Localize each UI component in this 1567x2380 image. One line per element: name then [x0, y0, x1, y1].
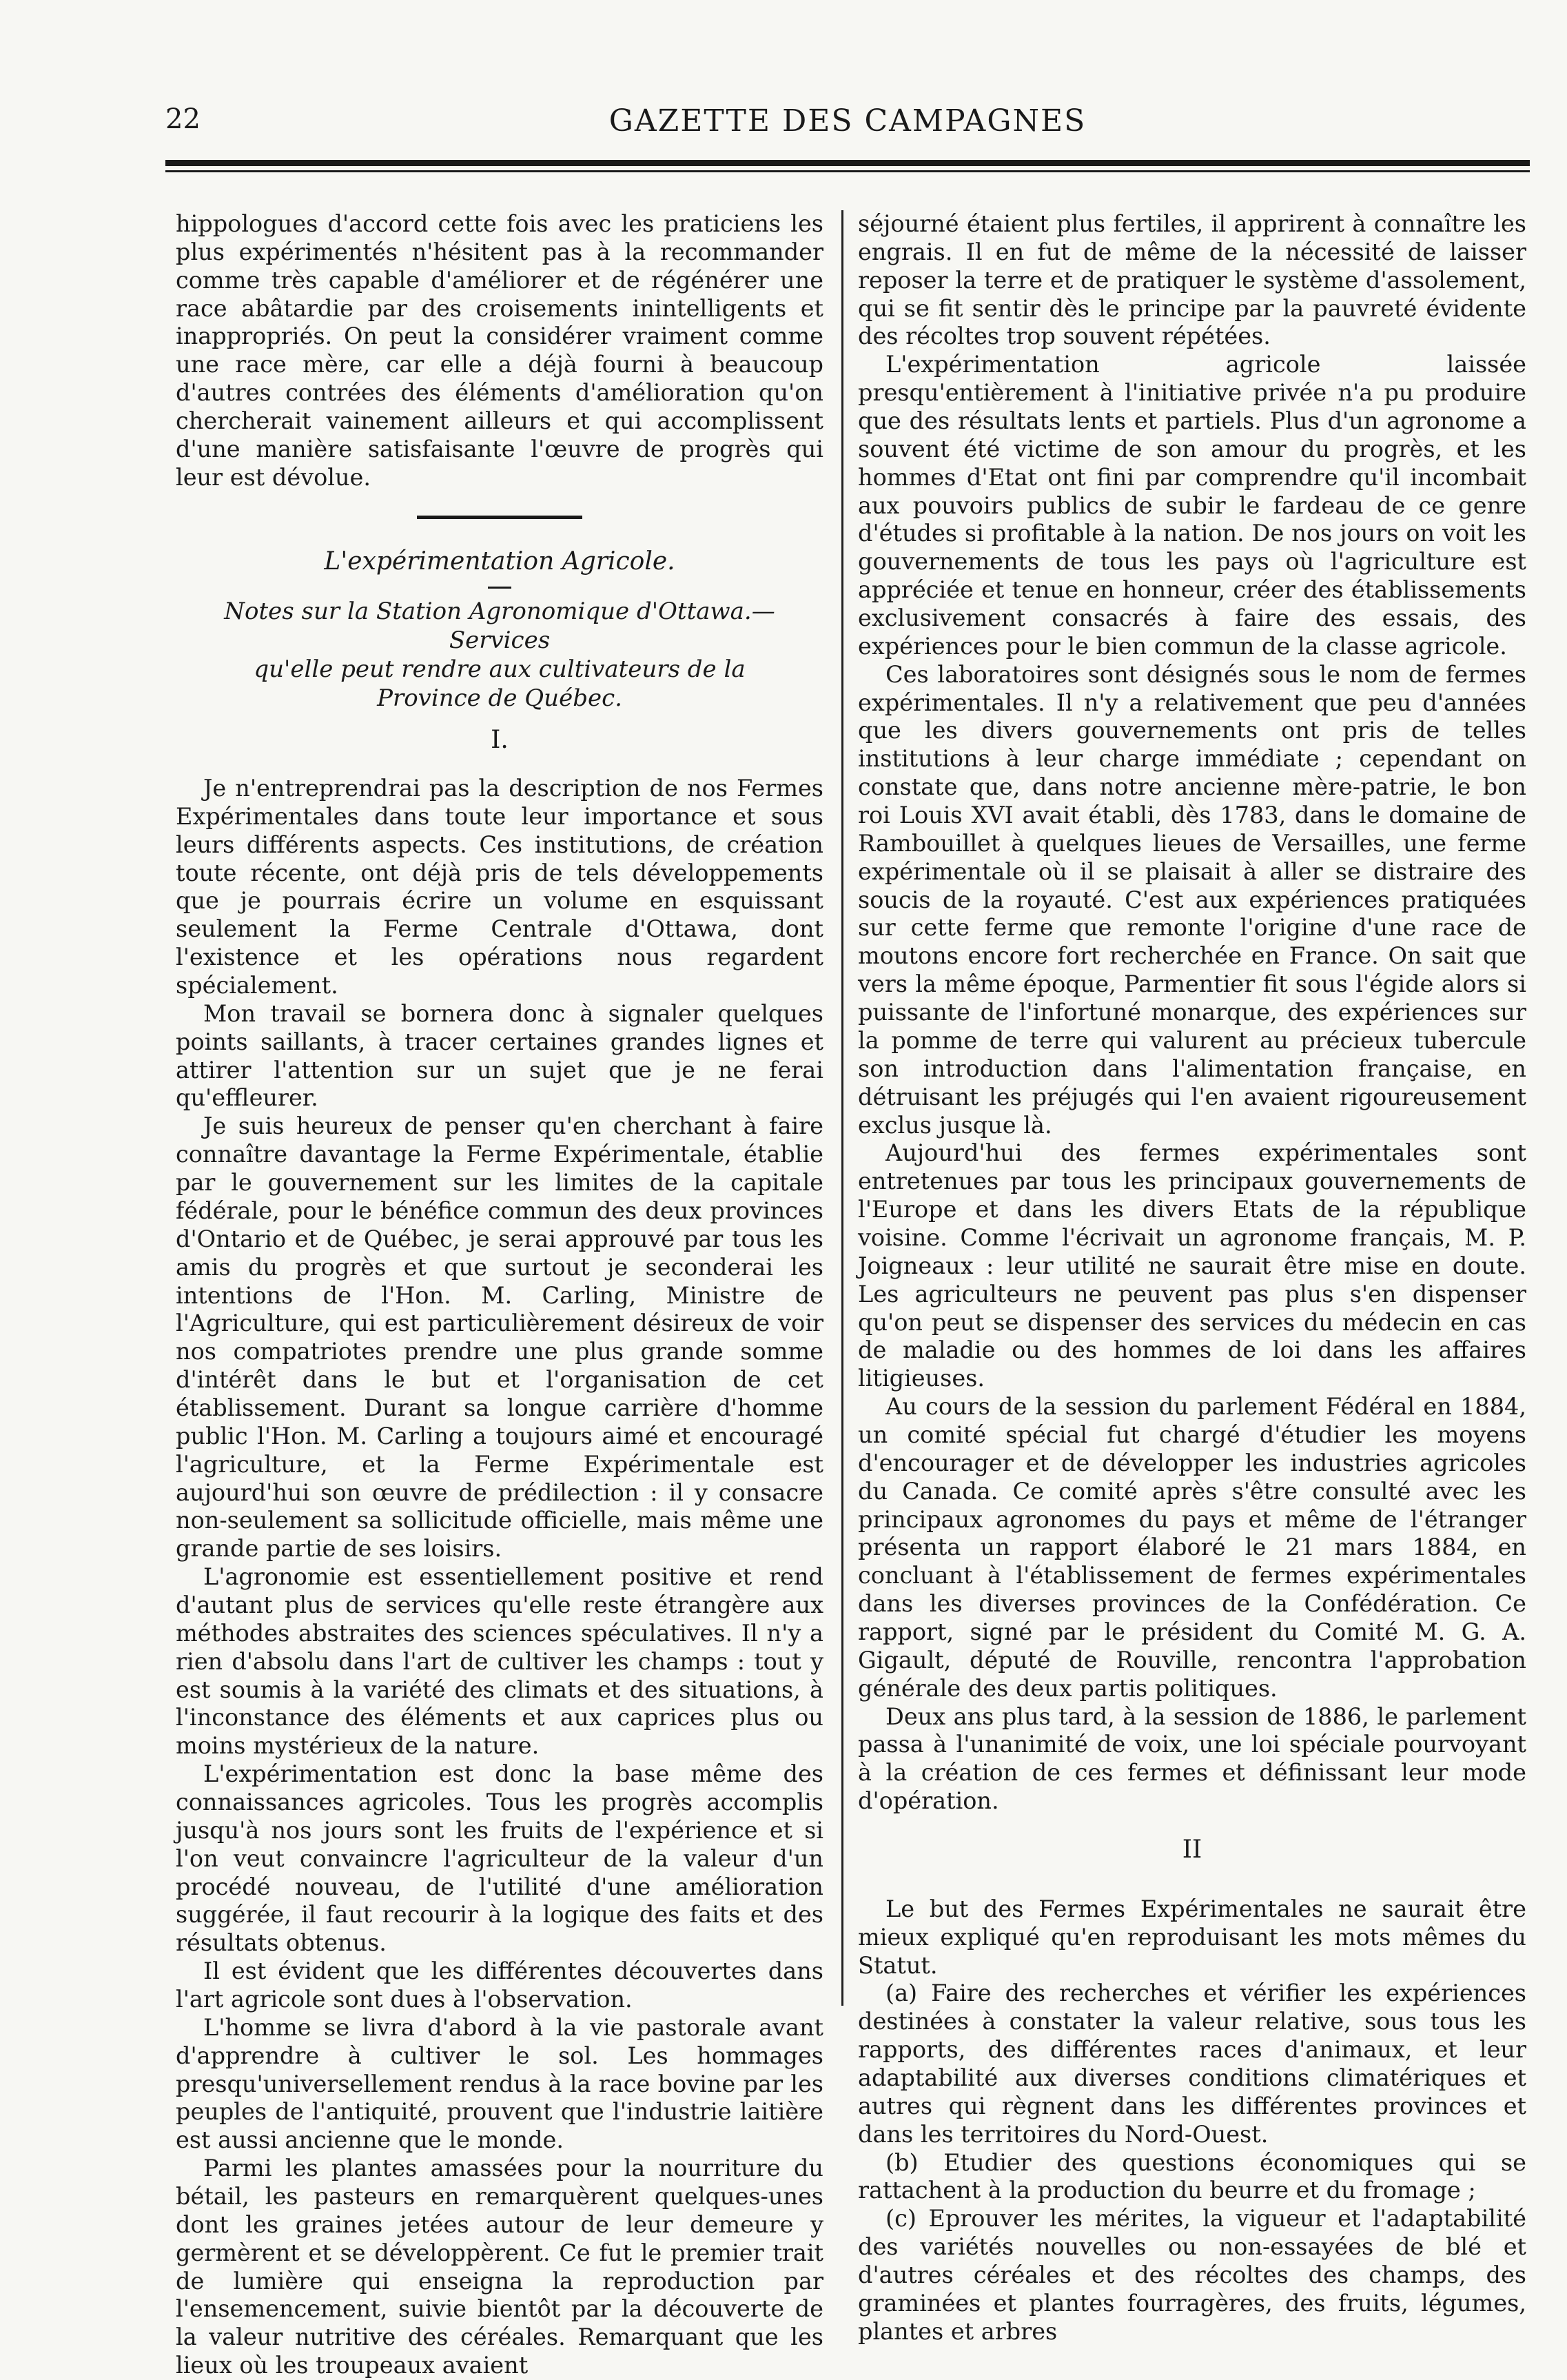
paragraph: Aujourd'hui des fermes expérimentales sont entretenues par tous les principaux gouvernements de l'Europe et dans les divers Etats de la république voisine. Comme l'écrivait un agronome français, M. P. Joigneaux : leur utilité ne saurait être mise en doute. Les agriculteurs ne peuvent pas plus s'en dispenser qu'on peut se dispenser des services du médecin en cas de maladie ou des hommes de loi dans les affaires litigieuses.: [858, 1139, 1526, 1392]
section-number: II: [1182, 1835, 1202, 1864]
paragraph: Au cours de la session du parlement Fédéral en 1884, un comité spécial fut chargé d'étudier les moyens d'encourager et de développer les industries agricoles du Canada. Ce comité après s'être consulté avec les principaux agronomes du pays et même de l'étranger présenta un rapport élaboré le 21 mars 1884, en concluant à l'établissement de fermes expérimentales dans les diverses provinces de la Confédération. Ce rapport, signé par le président du Comité M. G. A. Gigault, député de Rouville, rencontra l'approbation générale des deux partis politiques.: [858, 1393, 1526, 1702]
right-column: [858, 210, 1526, 2345]
paragraph: hippologues d'accord cette fois avec les praticiens les plus expérimentés n'hésitent pas à la recommander comme très capable d'améliorer et de régénérer une race abâtardie par des croisements inintelligents et inappropriés. On peut la considérer vraiment comme une race mère, car elle a déjà fourni à beaucoup d'autres contrées des éléments d'amélioration qu'on chercherait vainement ailleurs et qui accomplissent d'une manière satisfaisante l'œuvre de progrès qui leur est dévolue.: [176, 210, 823, 491]
paragraph: Il est évident que les différentes découvertes dans l'art agricole sont dues à l'observation.: [176, 1957, 823, 2013]
header-rule-thick: [165, 160, 1530, 166]
column-divider: [841, 210, 843, 2006]
statute-item: (c) Eprouver les mérites, la vigueur et l'adaptabilité des variétés nouvelles ou non-essayées de blé et d'autres céréales et des récoltes des champs, des graminées et plantes fourragères, des fruits, légumes, plantes et arbres: [858, 2205, 1526, 2345]
separator-rule: [417, 516, 582, 519]
page-header: [165, 103, 1530, 152]
statute-item: (b) Etudier des questions économiques qui se rattachent à la production du beurre et du fromage ;: [858, 2148, 1526, 2204]
statute-item: (a) Faire des recherches et vérifier les expériences destinées à constater la valeur relative, sous tous les rapports, des différentes races d'animaux, et leur adaptabilité aux diverses conditions climatériques et autres qui règnent dans les différentes provinces et dans les territoires du Nord-Ouest.: [858, 1980, 1526, 2148]
article-subtitle: [176, 597, 823, 713]
paragraph: Ces laboratoires sont désignés sous le nom de fermes expérimentales. Il n'y a relativement que peu d'années que les divers gouvernements ont pris de telles institutions à leur charge immédiate ; cependant on constate que, dans notre ancienne mère-patrie, le bon roi Louis XVI avait établi, dès 1783, dans le domaine de Rambouillet à quelques lieues de Versailles, une ferme expérimentale où il se plaisait à aller se distraire des soucis de la royauté. C'est aux expériences pratiquées sur cette ferme que remonte l'origine d'une race de moutons encore fort recherchée en France. On sait que vers la même époque, Parmentier fit sous l'égide alors si puissante de l'infortuné monarque, des expériences sur la pomme de terre qui valurent au précieux tubercule son introduction dans l'alimentation française, en détruisant les préjugés qui l'en avaient rigoureusement exclus jusque là.: [858, 660, 1526, 1139]
paragraph: L'homme se livra d'abord à la vie pastorale avant d'apprendre à cultiver le sol. Les hommages presqu'universellement rendus à la race bovine par les peuples de l'antiquité, prouvent que l'industrie laitière est aussi ancienne que le monde.: [176, 2013, 823, 2154]
subtitle-line: qu'elle peut rendre aux cultivateurs de la: [254, 655, 746, 683]
paragraph: Le but des Fermes Expérimentales ne saurait être mieux expliqué qu'en reproduisant les mots mêmes du Statut.: [858, 1895, 1526, 1979]
header-rule-thin: [165, 170, 1530, 172]
left-column: [176, 210, 823, 2379]
article-title: L'expérimentation Agricole.: [324, 547, 675, 576]
subtitle-line: Province de Québec.: [377, 684, 622, 712]
paragraph: Deux ans plus tard, à la session de 1886, le parlement passa à l'unanimité de voix, une loi spéciale pourvoyant à la création de ces fermes et définissant leur mode d'opération.: [858, 1702, 1526, 1815]
subtitle-line: Notes sur la Station Agronomique d'Ottawa.—Services: [224, 597, 775, 654]
paragraph: L'expérimentation agricole laissée presqu'entièrement à l'initiative privée n'a pu produire que des résultats lents et partiels. Plus d'un agronome a souvent été victime de son amour du progrès, et les hommes d'Etat ont fini par comprendre qu'il incombait aux pouvoirs publics de subir le fardeau de ce genre d'études si profitable à la nation. De nos jours on voit les gouvernements de tous les pays où l'agriculture est appréciée et tenue en honneur, créer des établissements exclusivement consacrés à faire des essais, des expériences pour le bien commun de la classe agricole.: [858, 351, 1526, 660]
title-dash: [488, 587, 511, 589]
paragraph: Parmi les plantes amassées pour la nourriture du bétail, les pasteurs en remarquèrent quelques-unes dont les graines jetées autour de leur demeure y germèrent et se développèrent. Ce fut le premier trait de lumière qui enseigna la reproduction par l'ensemencement, suivie bientôt par la découverte de la valeur nutritive des céréales. Remarquant que les lieux où les troupeaux avaient: [176, 2155, 823, 2379]
page-number: 22: [165, 103, 201, 135]
paragraph: Mon travail se bornera donc à signaler quelques points saillants, à tracer certaines grandes lignes et attirer l'attention sur un sujet que je ne ferai qu'effleurer.: [176, 999, 823, 1112]
paragraph: L'expérimentation est donc la base même des connaissances agricoles. Tous les progrès accomplis jusqu'à nos jours sont les fruits de l'expérience et si l'on veut convaincre l'agriculteur de la valeur d'un procédé nouveau, de l'utilité d'une amélioration suggérée, il faut recourir à la logique des faits et des résultats obtenus.: [176, 1760, 823, 1957]
paragraph: Je suis heureux de penser qu'en cherchant à faire connaître davantage la Ferme Expérimentale, établie par le gouvernement sur les limites de la capitale fédérale, pour le bénéfice commun des deux provinces d'Ontario et de Québec, je serai approuvé par tous les amis du progrès et que surtout je seconderai les intentions de l'Hon. M. Carling, Ministre de l'Agriculture, qui est particulièrement désireux de voir nos compatriotes prendre une plus grande somme d'intérêt dans le but et l'organisation de cet établissement. Durant sa longue carrière d'homme public l'Hon. M. Carling a toujours aimé et encouragé l'agriculture, et la Ferme Expérimentale est aujourd'hui son œuvre de prédilection : il y consacre non-seulement sa sollicitude officielle, mais même une grande partie de ses loisirs.: [176, 1112, 823, 1563]
paragraph: Je n'entreprendrai pas la description de nos Fermes Expérimentales dans toute leur importance et sous leurs différents aspects. Ces institutions, de création toute récente, ont déjà pris de tels développements que je pourrais écrire un volume en esquissant seulement la Ferme Centrale d'Ottawa, dont l'existence et les opérations nous regardent spécialement.: [176, 775, 823, 999]
section-number: I.: [491, 726, 509, 755]
paragraph: séjourné étaient plus fertiles, il apprirent à connaître les engrais. Il en fut de même de la nécessité de laisser reposer la terre et de pratiquer le système d'assolement, qui se fit sentir dès le principe par la pauvreté évidente des récoltes trop souvent répétées.: [858, 210, 1526, 350]
paragraph: L'agronomie est essentiellement positive et rend d'autant plus de services qu'elle reste étrangère aux méthodes abstraites des sciences spéculatives. Il n'y a rien d'absolu dans l'art de cultiver les champs : tout y est soumis à la variété des climats et des situations, à l'inconstance des éléments et aux caprices plus ou moins mystérieux de la nature.: [176, 1563, 823, 1760]
running-title: GAZETTE DES CAMPAGNES: [608, 103, 1087, 139]
